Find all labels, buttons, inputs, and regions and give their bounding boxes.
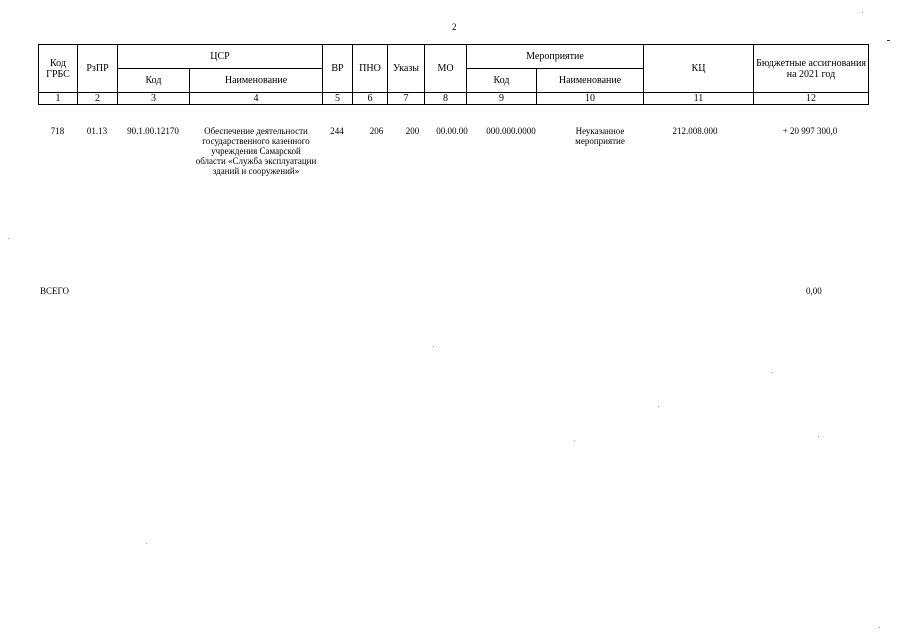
row-csr-kod: 90.1.00.12170 [127,126,179,136]
header-csr: ЦСР [118,45,323,69]
column-number: 11 [644,93,754,105]
row-rzpr: 01.13 [86,126,108,136]
row-kod-grbs: 718 [50,126,65,136]
column-number: 5 [323,93,353,105]
scan-speck [887,40,890,41]
row-amount: + 20 997 300,0 [782,126,838,136]
row-mer-name: Неуказанное мероприятие [575,126,625,146]
column-number: 12 [754,93,869,105]
scan-speck [879,627,880,628]
header-ukazy: Указы [388,45,425,93]
row-mo: 00.00.00 [436,126,468,136]
column-number: 9 [467,93,537,105]
header-budget: Бюджетные ассигнования на 2021 год [754,45,869,93]
header-vr: ВР [323,45,353,93]
row-pno: 206 [369,126,384,136]
header-mo: МО [425,45,467,93]
header-csr-name: Наименование [190,69,323,93]
scan-speck [8,238,9,239]
total-label: ВСЕГО [40,286,69,296]
header-kod-grbs: Код ГРБС [39,45,78,93]
header-mer-name: Наименование [537,69,644,93]
header-pno: ПНО [353,45,388,93]
row-mer-kod: 000.000.0000 [486,126,536,136]
header-mer-kod: Код [467,69,537,93]
budget-table [38,44,869,105]
column-number: 8 [425,93,467,105]
scan-speck [658,406,659,407]
header-kc: КЦ [644,45,754,93]
scan-speck [433,346,434,347]
page-number: 2 [452,22,457,32]
column-number: 10 [537,93,644,105]
row-vr: 244 [330,126,344,136]
row-ukazy: 200 [405,126,420,136]
column-number-row [39,93,869,105]
scan-speck [574,440,575,441]
row-kc: 212.008.000 [672,126,718,136]
scan-speck [862,12,863,13]
column-number: 4 [190,93,323,105]
scan-speck [146,543,147,544]
column-number: 1 [39,93,78,105]
column-number: 3 [118,93,190,105]
scan-speck [818,436,819,437]
column-number: 2 [78,93,118,105]
total-value: 0,00 [806,286,822,296]
scan-speck [771,372,772,373]
header-rzpr: РзПР [78,45,118,93]
header-csr-kod: Код [118,69,190,93]
header-meropriyatie: Мероприятие [467,45,644,69]
column-number: 6 [353,93,388,105]
row-csr-name: Обеспечение деятельности государственного казенного учреждения Самарской области «Служба эксплуатации зданий и сооружений» [195,126,317,176]
column-number: 7 [388,93,425,105]
